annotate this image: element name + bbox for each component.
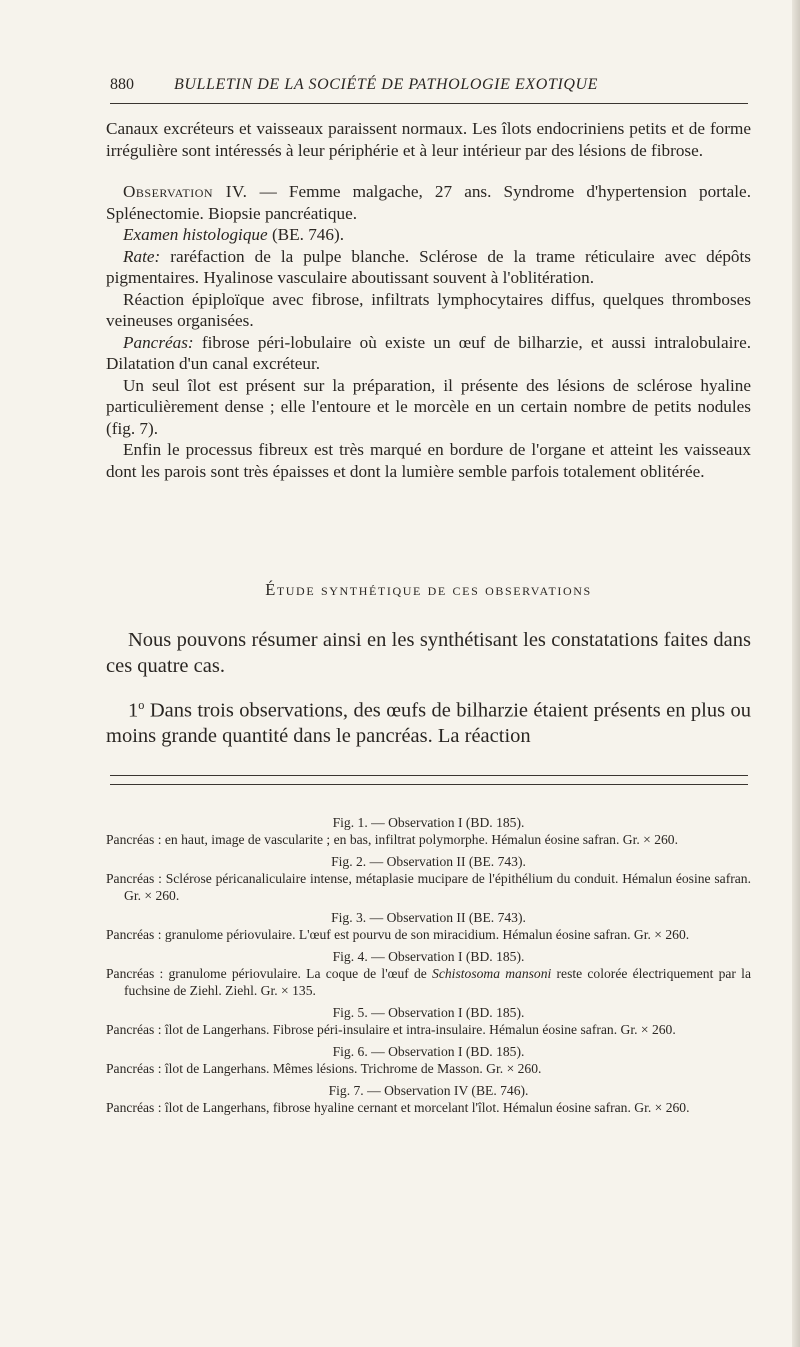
footnote-rule-top xyxy=(110,775,748,776)
figure-legends xyxy=(106,814,751,1121)
rate-text: raréfaction de la pulpe blanche. Sclérose de la trame réticulaire avec dépôts pigmentaires. Hyalinose vasculaire aboutissant souvent à l'oblitération. xyxy=(106,246,751,287)
synthesis-intro: Nous pouvons résumer ainsi en les synthétisant les constatations faites dans ces quatre cas. xyxy=(106,629,751,677)
legend-fig-1 xyxy=(106,814,751,848)
legend-fig-7 xyxy=(106,1082,751,1116)
legend-description: Pancréas : îlot de Langerhans, fibrose hyaline cernant et morcelant l'îlot. Hémalun éosine safran. Gr. × 260. xyxy=(106,1100,690,1115)
point-text: Dans trois observations, des œufs de bilharzie étaient présents en plus ou moins grande quantité dans le pancréas. La réaction xyxy=(106,699,751,748)
paragraph-rate xyxy=(106,246,751,289)
paragraph-canaux: Canaux excréteurs et vaisseaux paraissent normaux. Les îlots endocriniens petits et de forme irrégulière sont intéressés à leur périphérie et à leur intérieur par des lésions de fibrose. xyxy=(106,119,751,160)
legend-description: Pancréas : îlot de Langerhans. Mêmes lésions. Trichrome de Masson. Gr. × 260. xyxy=(106,1061,542,1076)
point-number: 1 xyxy=(128,699,139,722)
running-title: BULLETIN DE LA SOCIÉTÉ DE PATHOLOGIE EXOTIQUE xyxy=(174,76,599,93)
header-rule xyxy=(110,103,748,104)
section-heading: Étude synthétique de ces observations xyxy=(265,580,592,599)
examen-label: Examen histologique xyxy=(123,225,268,244)
observation-text: — Femme malgache, 27 ans. Syndrome d'hypertension portale. Splénectomie. Biopsie pancréatique. xyxy=(106,182,751,223)
synthesis-text xyxy=(106,627,751,762)
legend-title: Fig. 6. — Observation I (BD. 185). xyxy=(332,1044,525,1059)
paragraph-reaction: Réaction épiploïque avec fibrose, infiltrats lymphocytaires diffus, quelques thromboses veineuses organisées. xyxy=(106,289,751,330)
paragraph-enfin: Enfin le processus fibreux est très marqué en bordure de l'organe et atteint les vaisseaux dont les parois sont très épaisses et dont la lumière semble parfois totalement oblitérée. xyxy=(106,440,751,481)
species-name: Schistosoma mansoni xyxy=(432,966,552,981)
legend-fig-5 xyxy=(106,1004,751,1038)
legend-fig-6 xyxy=(106,1043,751,1077)
legend-title: Fig. 1. — Observation I (BD. 185). xyxy=(332,815,525,830)
legend-title: Fig. 7. — Observation IV (BE. 746). xyxy=(328,1083,529,1098)
examen-text: (BE. 746). xyxy=(267,225,345,244)
paragraph-pancreas xyxy=(106,332,751,375)
body-text xyxy=(106,118,751,482)
page-number: 880 xyxy=(110,76,134,93)
legend-title: Fig. 3. — Observation II (BE. 743). xyxy=(331,910,526,925)
footnote-rule-bottom xyxy=(110,784,748,785)
legend-fig-4 xyxy=(106,948,751,999)
pancreas-label: Pancréas: xyxy=(123,332,194,352)
paragraph-ilot: Un seul îlot est présent sur la préparation, il présente des lésions de sclérose hyaline particulièrement dense ; elle l'entoure et le morcèle en un certain nombre de petits nodules (fig. 7). xyxy=(106,375,751,438)
legend-description: Pancréas : granulome périovulaire. L'œuf est pourvu de son miracidium. Hémalun éosine safran. Gr. × 260. xyxy=(106,927,690,942)
legend-description xyxy=(106,965,751,999)
legend-description: Pancréas : en haut, image de vascularite ; en bas, infiltrat polymorphe. Hémalun éosine safran. Gr. × 260. xyxy=(106,832,679,847)
rate-label: Rate: xyxy=(123,246,161,266)
point-ordinal: o xyxy=(138,698,145,712)
legend-fig-2 xyxy=(106,853,751,904)
pancreas-text: fibrose péri-lobulaire où existe un œuf de bilharzie, et aussi intralobulaire. Dilatation d'un canal excréteur. xyxy=(106,332,751,373)
legend-description-part: reste colorée électriquement par la fuchsine de Ziehl. Ziehl. Gr. × 135. xyxy=(124,966,751,998)
paragraph-observation-iv xyxy=(106,181,751,224)
legend-title: Fig. 2. — Observation II (BE. 743). xyxy=(331,854,526,869)
legend-description-part: Pancréas : granulome périovulaire. La coque de l'œuf de xyxy=(106,966,433,981)
paragraph-examen xyxy=(106,224,751,246)
legend-title: Fig. 4. — Observation I (BD. 185). xyxy=(332,949,525,964)
legend-description: Pancréas : îlot de Langerhans. Fibrose péri-insulaire et intra-insulaire. Hémalun éosine safran. Gr. × 260. xyxy=(106,1022,676,1037)
legend-description: Pancréas : Sclérose péricanaliculaire intense, métaplasie mucipare de l'épithélium du conduit. Hémalun éosine safran. Gr. × 260. xyxy=(106,871,751,903)
legend-fig-3 xyxy=(106,909,751,943)
page-header xyxy=(110,76,748,98)
observation-label: Observation IV. xyxy=(123,182,248,201)
page-edge-shadow xyxy=(792,0,800,1347)
synthesis-point-1 xyxy=(106,692,751,749)
legend-title: Fig. 5. — Observation I (BD. 185). xyxy=(332,1005,525,1020)
